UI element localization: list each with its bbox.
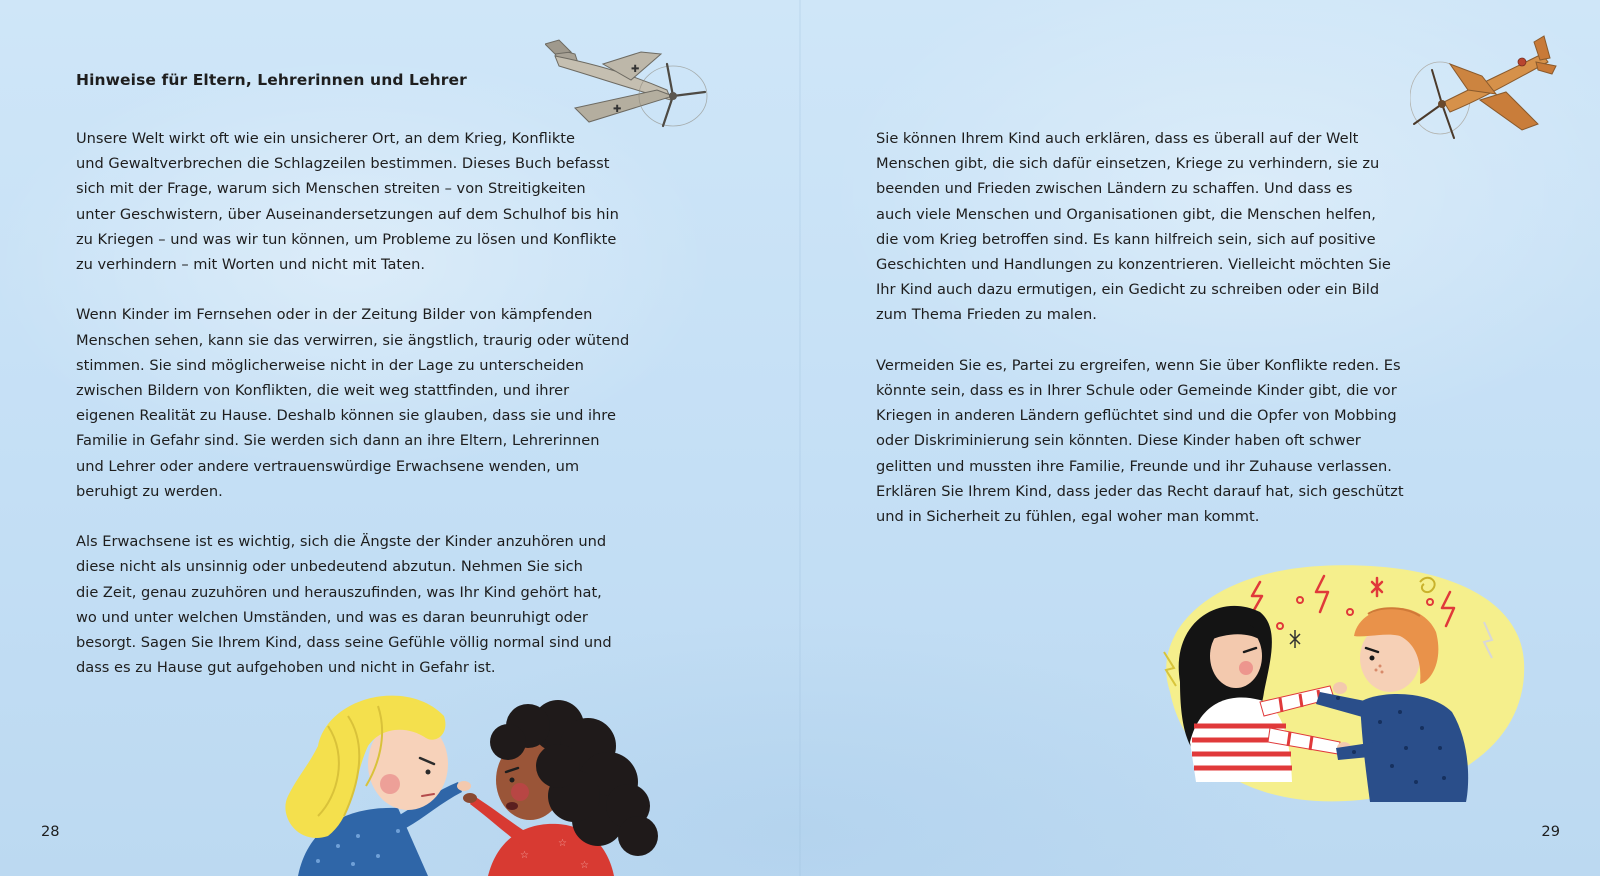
text-line: unter Geschwistern, über Auseinandersetzungen auf dem Schulhof bis hin [76,205,619,223]
text-line: oder Diskriminierung sein könnten. Diese Kinder haben oft schwer [876,432,1361,450]
text-line: Unsere Welt wirkt oft wie ein unsicherer Ort, an dem Krieg, Konflikte [76,130,575,147]
text-line: Als Erwachsene ist es wichtig, sich die Ängste der Kinder anzuhören und [76,533,607,551]
text-line: die vom Krieg betroffen sind. Es kann hilfreich sein, sich auf positive [876,230,1376,248]
svg-text:☆: ☆ [520,850,529,861]
text-line: Vermeiden Sie es, Partei zu ergreifen, wenn Sie über Konflikte reden. Es [876,356,1401,374]
text-line: beenden und Frieden zwischen Ländern zu schaffen. Und dass es [876,180,1353,198]
orange-propeller-plane-illustration [1410,32,1560,147]
text-line: gelitten und mussten ihre Familie, Freunde und ihr Zuhause verlassen. [876,457,1392,475]
svg-text:✚: ✚ [631,64,640,75]
svg-text:☆: ☆ [580,860,589,871]
text-line: Wenn Kinder im Fernsehen oder in der Zeitung Bilder von kämpfenden [76,306,593,324]
body-paragraph [76,529,676,680]
text-line: die Zeit, genau zuzuhören und herauszufinden, was Ihr Kind gehört hat, [76,583,602,601]
text-line: zwischen Bildern von Konflikten, die weit weg stattfinden, und ihrer [76,382,570,400]
text-line: und Gewaltverbrechen die Schlagzeilen bestimmen. Dieses Buch befasst [76,155,610,173]
text-line: eigenen Realität zu Hause. Deshalb können sie glauben, dass sie und ihre [76,407,616,425]
text-line: Erklären Sie Ihrem Kind, dass jeder das Recht darauf hat, sich geschützt [876,482,1404,500]
grey-warplane-illustration [545,30,725,135]
two-girls-arguing-illustration [258,686,708,876]
text-line: auch viele Menschen und Organisationen gibt, die Menschen helfen, [876,205,1376,223]
page-number-right: 29 [1541,823,1560,840]
two-children-pushing-illustration [1140,552,1530,812]
text-line: Familie in Gefahr sind. Sie werden sich dann an ihre Eltern, Lehrerinnen [76,432,600,450]
text-line: besorgt. Sagen Sie Ihrem Kind, dass seine Gefühle völlig normal sind und [76,634,612,652]
text-line: sich mit der Frage, warum sich Menschen streiten – von Streitigkeiten [76,180,586,198]
page-number-left: 28 [41,823,60,840]
text-line: und in Sicherheit zu fühlen, egal woher man kommt. [876,508,1260,526]
body-paragraph [876,353,1476,529]
text-line: zu Kriegen – und was wir tun können, um Probleme zu lösen und Konflikte [76,230,617,248]
text-line: Ihr Kind auch dazu ermutigen, ein Gedicht zu schreiben oder ein Bild [876,281,1380,299]
text-line: könnte sein, dass es in Ihrer Schule oder Gemeinde Kinder gibt, die vor [876,382,1397,400]
right-page-text [876,126,1476,554]
page-heading: Hinweise für Eltern, Lehrerinnen und Lehrer [76,71,467,89]
text-line: zum Thema Frieden zu malen. [876,306,1097,324]
left-page-text [76,126,676,706]
svg-text:✚: ✚ [613,104,622,115]
book-gutter [799,0,801,876]
text-line: dass es zu Hause gut aufgehoben und nicht in Gefahr ist. [76,659,496,677]
text-line: Menschen gibt, die sich dafür einsetzen, Kriege zu verhindern, sie zu [876,155,1380,173]
body-paragraph [876,126,1476,328]
text-line: Menschen sehen, kann sie das verwirren, sie ängstlich, traurig oder wütend [76,331,630,349]
text-line: Geschichten und Handlungen zu konzentrieren. Vielleicht möchten Sie [876,256,1391,274]
svg-text:☆: ☆ [558,838,567,849]
text-line: diese nicht als unsinnig oder unbedeutend abzutun. Nehmen Sie sich [76,558,583,576]
body-paragraph [76,126,676,277]
body-paragraph [76,302,676,504]
text-line: Sie können Ihrem Kind auch erklären, dass es überall auf der Welt [876,130,1359,147]
text-line: zu verhindern – mit Worten und nicht mit Taten. [76,256,425,274]
text-line: stimmen. Sie sind möglicherweise nicht in der Lage zu unterscheiden [76,356,584,374]
text-line: beruhigt zu werden. [76,482,223,500]
text-line: Kriegen in anderen Ländern geflüchtet sind und die Opfer von Mobbing [876,407,1397,425]
text-line: und Lehrer oder andere vertrauenswürdige Erwachsene wenden, um [76,457,580,475]
text-line: wo und unter welchen Umständen, und was es daran beunruhigt oder [76,608,588,626]
